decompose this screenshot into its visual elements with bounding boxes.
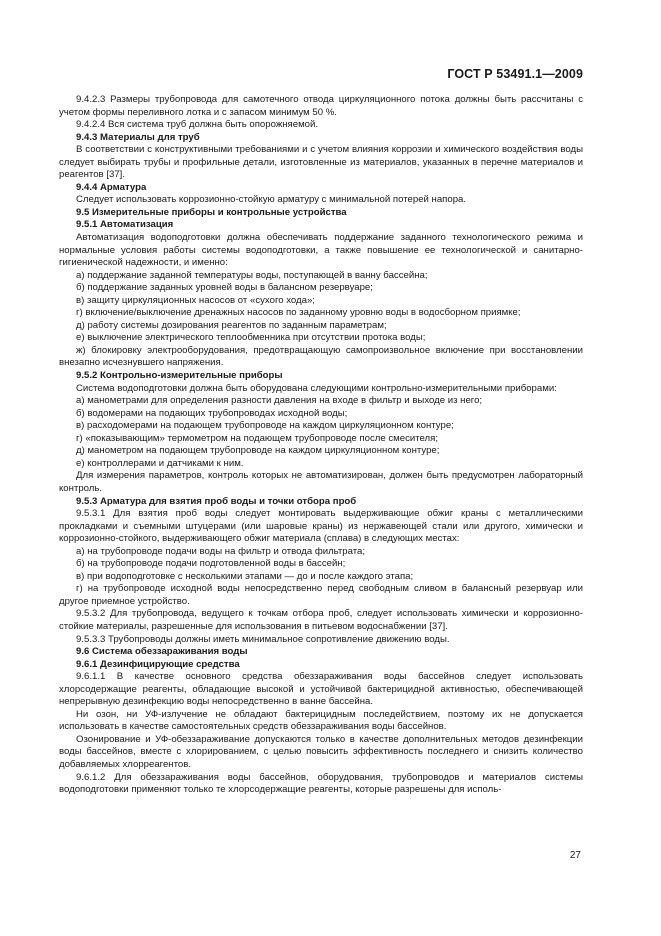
paragraph: г) на трубопроводе исходной воды непосредственно перед свободным сливом в балансный резервуар или другое приемное устройство. xyxy=(59,583,583,607)
paragraph: В соответствии с конструктивными требованиями и с учетом влияния коррозии и химического воздействия воды следует выбирать трубы и профильные детали, изготовленные из материалов, указанных в перечне материалов и реагентов [37]. xyxy=(59,144,583,181)
paragraph: Автоматизация водоподготовки должна обеспечивать поддержание заданного технологического режима и нормальные условия работы системы водоподготовки, а также повышение ее технологической и санитарно-гигиенической надежности, и именно: xyxy=(59,232,583,269)
section-heading: 9.4.3 Материалы для труб xyxy=(76,131,200,143)
section-heading: 9.6.1 Дезинфицирующие средства xyxy=(76,658,240,670)
paragraph: Озонирование и УФ-обеззараживание допускаются только в качестве дополнительных методов дезинфекции воды бассейнов, вместе с хлорированием, с целью повысить эффективность последнего и снизить количество добавляемых хлорреагентов. xyxy=(59,733,583,770)
paragraph: в) расходомерами на подающем трубопроводе на каждом циркуляционном контуре; xyxy=(76,420,454,432)
paragraph: д) работу системы дозирования реагентов по заданным параметрам; xyxy=(76,319,387,331)
paragraph: б) водомерами на подающих трубопроводах исходной воды; xyxy=(76,407,348,419)
paragraph: 9.5.3.1 Для взятия проб воды следует монтировать выдерживающие обжиг краны с металлическими прокладками и съемными штуцерами (или шаровые краны) из нержавеющей стали или другого, химически и коррозионно-стойкого, выдерживающего обжиг материала (сплава) в следующих местах: xyxy=(59,508,583,545)
paragraph: г) «показывающим» термометром на подающем трубопроводе после смесителя; xyxy=(76,432,438,444)
document-code-header: ГОСТ Р 53491.1—2009 xyxy=(447,67,583,81)
section-heading: 9.6 Система обеззараживания воды xyxy=(76,646,248,658)
paragraph: а) поддержание заданной температуры воды, поступающей в ванну бассейна; xyxy=(76,269,428,281)
paragraph: д) манометром на подающем трубопроводе на каждом циркуляционном контуре; xyxy=(76,445,440,457)
paragraph: 9.4.2.3 Размеры трубопровода для самотечного отвода циркуляционного потока должны быть рассчитаны с учетом формы переливного лотка и с запасом минимум 50 %. xyxy=(59,94,583,118)
paragraph: Система водоподготовки должна быть оборудована следующими контрольно-измерительными приборами: xyxy=(76,382,557,394)
paragraph: Ни озон, ни УФ-излучение не обладают бактерицидным последействием, поэтому их не допускается использовать в качестве самостоятельных средств обеззараживания воды бассейнов. xyxy=(59,708,583,733)
paragraph: 9.6.1.2 Для обеззараживания воды бассейнов, оборудования, трубопроводов и материалов системы водоподготовки применяют только те хлорсодержащие реагенты, которые разрешены для исполь- xyxy=(59,771,583,796)
section-heading: 9.5.2 Контрольно-измерительные приборы xyxy=(76,370,283,382)
section-heading: 9.4.4 Арматура xyxy=(76,181,147,193)
paragraph: Для измерения параметров, контроль которых не автоматизирован, должен быть предусмотрен лабораторный контроль. xyxy=(59,470,583,494)
section-heading: 9.5.1 Автоматизация xyxy=(76,219,174,231)
paragraph: 9.6.1.1 В качестве основного средства обеззараживания воды бассейнов следует использовать хлорсодержащие реагенты, обладающие высокой и устойчивой бактерицидной активностью, обеспечивающей непрерывную дезинфекцию воды непосредственно в ванне бассейна. xyxy=(59,671,583,708)
paragraph: б) поддержание заданных уровней воды в балансном резервуаре; xyxy=(76,282,373,294)
page-number: 27 xyxy=(569,850,581,861)
paragraph: а) на трубопроводе подачи воды на фильтр и отвода фильтрата; xyxy=(76,545,366,557)
section-heading: 9.5.3 Арматура для взятия проб воды и точки отбора проб xyxy=(76,495,357,507)
paragraph: в) при водоподготовке с несколькими этапами — до и после каждого этапа; xyxy=(76,570,414,582)
paragraph: е) выключение электрического теплообменника при отсутствии протока воды; xyxy=(76,332,426,344)
paragraph: б) на трубопроводе подачи подготовленной воды в бассейн; xyxy=(76,558,346,570)
paragraph: е) контроллерами и датчиками к ним. xyxy=(76,457,244,469)
paragraph: 9.5.3.3 Трубопроводы должны иметь минимальное сопротивление движению воды. xyxy=(76,633,450,645)
document-body xyxy=(59,94,583,797)
paragraph: в) защиту циркуляционных насосов от «сухого хода»; xyxy=(76,294,315,306)
paragraph: 9.4.2.4 Вся система труб должна быть опорожняемой. xyxy=(76,119,319,131)
paragraph: а) манометрами для определения разности давления на входе в фильтр и выходе из него; xyxy=(76,395,483,407)
paragraph: Следует использовать коррозионно-стойкую арматуру с минимальной потерей напора. xyxy=(76,194,467,206)
paragraph: г) включение/выключение дренажных насосов по заданному уровню воды в водосборном приямке; xyxy=(76,307,521,319)
paragraph: 9.5.3.2 Для трубопровода, ведущего к точкам отбора проб, следует использовать химически и коррозионно-стойкие материалы, разрешенные для использования в питьевом водоснабжении [37]. xyxy=(59,608,583,632)
section-heading: 9.5 Измерительные приборы и контрольные устройства xyxy=(76,206,347,218)
paragraph: ж) блокировку электрооборудования, предотвращающую самопроизвольное включение при восстановлении внезапно исчезнувшего напряжения. xyxy=(59,344,583,369)
